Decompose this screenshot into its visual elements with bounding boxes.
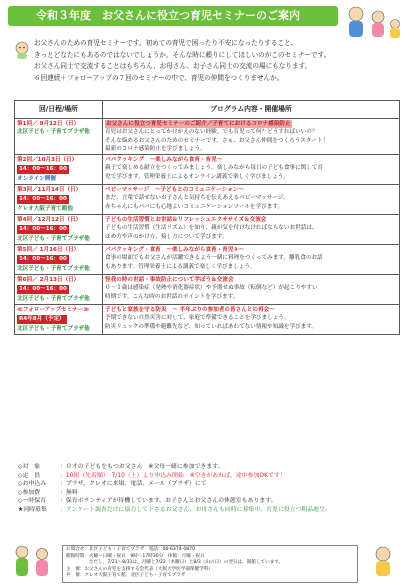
info-label: ◇対 象 [18, 464, 41, 470]
child-illustration-icon [358, 540, 408, 580]
info-row [18, 463, 408, 472]
intro-text [34, 38, 394, 84]
schedule-cell [15, 215, 103, 245]
program-title: 子どもと家族を守る防災 ～ 半年ぶりの参加者の皆さんとの再会～ [105, 307, 275, 314]
schedule-cell [15, 305, 103, 335]
program-description: 赤ちゃんにもパパにも心地よいコミュニケーションツールを学びます。 [105, 203, 284, 210]
session-date: 第4回／12月12日（日） [17, 217, 82, 224]
program-description: ほめ方や声のかけ方、接し方について学びます。 [105, 233, 228, 240]
program-description: 子どもの生活習慣（生活リズム）を知り、親が気を付けなければならないお世話は、 [105, 225, 318, 232]
info-row [18, 472, 408, 481]
contact-line: ただし、7/21～8/31は、月曜と7/22（木曜日）と8/3（山の日）の翌日は、開館しています。 [66, 560, 284, 566]
program-cell [103, 155, 400, 185]
info-label: ◇お申込み [18, 481, 47, 488]
table-row [15, 155, 400, 185]
schedule-table [14, 100, 400, 335]
table-header-row [15, 101, 400, 119]
info-row [18, 506, 408, 515]
info-label: ◇定 員 [18, 472, 41, 479]
family-illustration-icon [338, 2, 408, 42]
program-title: ベビーマッサージ ～子どもとのコミュニケーション～ [105, 187, 244, 194]
session-time: 14：00～16：00 [19, 286, 67, 293]
session-time: R4年8月（予定） [19, 316, 65, 323]
session-date: 第2回／10月3日（日） [17, 157, 78, 164]
info-row [18, 497, 408, 506]
info-value: ：10組（先着順） 7/10（土）より申込み開始 ※空きがあれば、途中参加OKです！ [60, 472, 286, 479]
info-value: ：０才の子どもをもつお父さん ※父母一緒に参加できます。 [60, 464, 224, 470]
info-value: ：プラザ、クレオに来場、電話、メール（プラザ）にて [60, 481, 207, 488]
session-venue: オンライン開催 [17, 175, 56, 182]
page-title: 令和３年度 お父さんに役立つ育児セミナーのご案内 [36, 9, 300, 22]
program-cell [103, 119, 400, 155]
contact-line: お問合せ：北区子ども・子育てプラザ 電話：06-6374-0870 [66, 547, 196, 552]
schedule-cell [15, 155, 103, 185]
session-date: ≪フォローアップセミナー≫ [17, 307, 90, 314]
table-row [15, 119, 400, 155]
table-header-schedule: 回/日程/場所 [15, 101, 103, 119]
intro-line: きっとどなたにもあるのではないでしょうか。そんな時に頼りにしてほしいのがこのセミナーです。 [34, 50, 331, 59]
session-date: 第6回／ 2月13日（日） [17, 277, 80, 284]
info-value: ：無料 [60, 489, 78, 496]
program-description: まだ、言葉で話せないお子さんと気持ちを伝えあえるベビーマッサージ。 [105, 195, 289, 202]
program-cell [103, 185, 400, 215]
program-description: 児で学びます。管理栄養士によるオンライン講義で楽しく学びましょう。 [105, 173, 289, 180]
parents-illustration-icon [8, 540, 60, 580]
contact-box [62, 545, 358, 583]
intro-line: ６回連続＋フォローアップの７回のセミナーの中で、育児の仲間をつくりませんか。 [34, 73, 284, 82]
program-cell [103, 215, 400, 245]
page-title-banner [8, 6, 338, 26]
program-description: 育児はお父さんにとってかけがえのない経験。でも育児って何？どうすればいいの？ [105, 129, 318, 136]
info-value: ：アンケート調査だけに協力して下さるお父さん、お母さんも同時に募集中。育児に役立つ粗品進呈。 [60, 506, 331, 513]
program-description: 時期です。こんな時のお世話のポイントを学びます。 [105, 293, 239, 300]
program-description: 最新のコロナ感染防止を学びましょう。 [105, 145, 206, 152]
program-cell [103, 245, 400, 275]
table-row [15, 305, 400, 335]
program-title: パパクッキング・食育 ～楽しみながら食育・育児②～ [105, 247, 244, 254]
baby-icon [12, 40, 32, 60]
info-label: ◇一時保育 [18, 498, 47, 505]
table-row [15, 215, 400, 245]
session-time: 14：00～16：00 [19, 256, 67, 263]
program-description: ０～１歳は感染症（発熱や消化器症状）や予期せぬ事故（転倒など）が起こりやすい [105, 285, 318, 292]
program-description: 防災リュックの準備や避難先など、知っていればあわてない情報や知識を学びます。 [105, 323, 317, 330]
session-date: 第3回／11月14日（日） [17, 187, 82, 194]
table-row [15, 275, 400, 305]
info-value: ：保育ボランティアが待機しています。お子さんとお父さんの休憩室もあります。 [60, 498, 277, 505]
contact-line: 共 催：クレオ大阪子育て館、北区子ども・子育てプラザ [66, 573, 186, 579]
session-venue: 北区子ども・子育てプラザ他 [17, 325, 90, 332]
program-cell [103, 305, 400, 335]
session-venue: クレオ大阪子育て館他 [17, 205, 73, 212]
program-title: パパクッキング ～楽しみながら食育・育児～ [105, 157, 223, 164]
session-time: 14：00～16：00 [19, 166, 67, 173]
contact-line: 開館時間：火曜～日曜・祝日 9時～17時30分 休館：月曜・祝日 [66, 553, 205, 559]
contact-line: 主 催：お父さんの育児を支援する会代表（大阪大学医学部保健学科） [66, 566, 214, 572]
session-venue: 北区子ども・子育てプラザ他 [17, 265, 90, 272]
program-description: 食事の場面でもお父さんが活躍できるよう一緒に料理をつくってみます。離乳食のお話 [105, 255, 323, 262]
info-section [18, 463, 408, 515]
table-header-program: プログラム内容・開催場所 [103, 101, 400, 119]
program-description: そんな悩めるお父さんのためのセミナーです。さぁ、お父さん仲間をつくろうスタート！ [105, 137, 329, 144]
session-venue: 北区子ども・子育てプラザ他 [17, 295, 90, 302]
info-row [18, 480, 408, 489]
info-row [18, 489, 408, 498]
session-time: 14：00～16：00 [19, 226, 67, 233]
program-description: 親子で楽しめる献立をつくってみましょう。楽しみながら毎日の子ども食事に関して育 [105, 165, 324, 172]
program-title: 怪我の時の世話・事故防止について学ぼう＆交流会 [105, 277, 234, 284]
info-label: ★同時募集 [18, 506, 47, 513]
session-date: 第1回／ 9月12日（日） [17, 121, 80, 127]
schedule-cell [15, 275, 103, 305]
session-date: 第5回／ 1月16日（日） [17, 247, 80, 254]
table-row [15, 245, 400, 275]
schedule-table-body [15, 119, 400, 335]
program-cell [103, 275, 400, 305]
table-row [15, 185, 400, 215]
info-label: ◇参加費 [18, 489, 41, 496]
program-description: もあります。管理栄養士による講義で楽しく学びましょう。 [105, 263, 256, 270]
schedule-cell [15, 185, 103, 215]
session-venue: 北区子ども・子育てプラザ他 [17, 129, 90, 136]
intro-line: お父さんのための育児セミナーです。初めての育児で困ったり不安になったりすること、 [34, 39, 298, 47]
schedule-cell [15, 119, 103, 155]
program-title: 子どもの生活習慣とお世話＆リフレッシュエクササイズ＆交流会 [105, 217, 267, 224]
intro-line: お父さん同士で交流することはもちろん、お母さん、お子さん同士の交流の場にもなります。 [34, 62, 312, 71]
session-venue: 北区子ども・子育てプラザ他 [17, 235, 90, 242]
session-time: 14：00～16：00 [19, 196, 67, 203]
program-title: お父さんに役立つ育児セミナーのご紹介／子育てにおけるコロナ感染防止 [106, 121, 291, 127]
program-description: 予期できない自然災害に対して、家庭で準備できることを学びましょう。 [105, 315, 290, 322]
schedule-cell [15, 245, 103, 275]
